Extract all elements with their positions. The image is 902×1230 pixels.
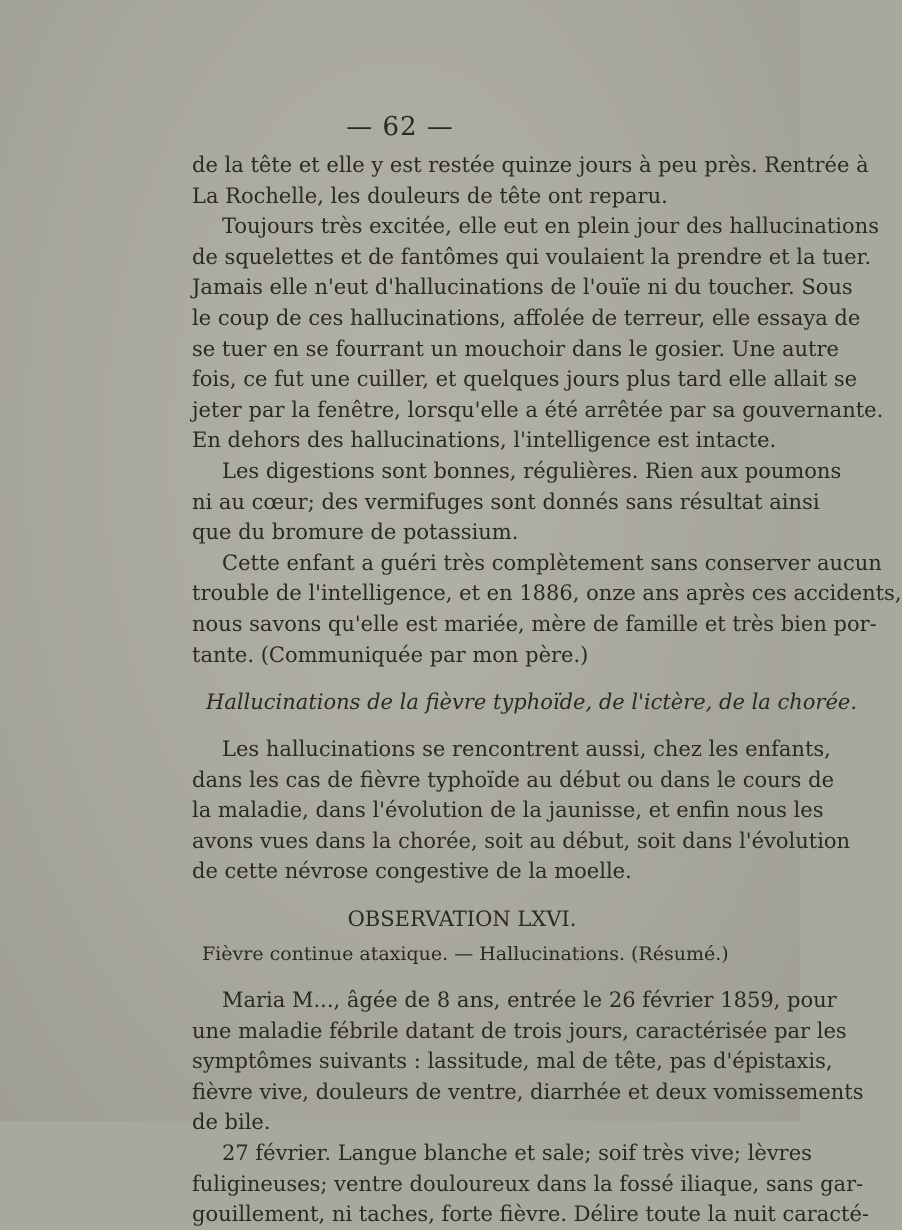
text-line: fuligineuses; ventre douloureux dans la fossé iliaque, sans gar- [192, 1171, 864, 1196]
text-line: tante. (Communiquée par mon père.) [192, 642, 589, 667]
spacer [192, 971, 712, 985]
text-line: une maladie fébrile datant de trois jours, caractérisée par les [192, 1018, 847, 1043]
text-line: 27 février. Langue blanche et sale; soif très vive; lèvres [222, 1141, 812, 1166]
text-line: avons vues dans la chorée, soit au début, soit dans l'évolution [192, 828, 851, 853]
text-line: jeter par la fenêtre, lorsqu'elle a été arrêtée par sa gouvernante. [192, 397, 884, 422]
text-line: se tuer en se fourrant un mouchoir dans le gosier. Une autre [192, 336, 839, 361]
text-line: Les hallucinations se rencontrent aussi, chez les enfants, [222, 737, 831, 762]
text-line: de cette névrose congestive de la moelle. [192, 859, 632, 884]
text-line: de squelettes et de fantômes qui voulaient la prendre et la tuer. [192, 244, 871, 269]
text-line: gouillement, ni taches, forte fièvre. Délire toute la nuit caracté- [192, 1202, 870, 1227]
page-number: — 62 — [346, 112, 454, 142]
text-line: Maria M..., âgée de 8 ans, entrée le 26 février 1859, pour [222, 988, 837, 1013]
spacer [192, 720, 712, 734]
text-line: le coup de ces hallucinations, affolée de terreur, elle essaya de [192, 305, 861, 330]
observation-title: OBSERVATION LXVI. [347, 907, 577, 932]
text-line: fièvre vive, douleurs de ventre, diarrhée et deux vomissements [192, 1079, 864, 1104]
spacer [192, 670, 712, 684]
text-line: nous savons qu'elle est mariée, mère de famille et très bien por- [192, 611, 877, 636]
text-line: symptômes suivants : lassitude, mal de tête, pas d'épistaxis, [192, 1049, 833, 1074]
text-line: de la tête et elle y est restée quinze jours à peu près. Rentrée à [192, 153, 869, 177]
text-line: de bile. [192, 1110, 271, 1135]
text-line: Les digestions sont bonnes, régulières. Rien aux poumons [222, 458, 842, 483]
text-line: dans les cas de fièvre typhoïde au début ou dans le cours de [192, 767, 834, 792]
text-line: que du bromure de potassium. [192, 520, 519, 545]
text-line: la maladie, dans l'évolution de la jaunisse, et enfin nous les [192, 798, 824, 823]
page-body [192, 150, 902, 1230]
text-line: ni au cœur; des vermifuges sont donnés sans résultat ainsi [192, 489, 820, 514]
text-line: Jamais elle n'eut d'hallucinations de l'ouïe ni du toucher. Sous [192, 275, 853, 300]
text-line: Toujours très excitée, elle eut en plein jour des hallucinations [222, 214, 879, 239]
text-line: La Rochelle, les douleurs de tête ont reparu. [192, 183, 668, 208]
text-line: Cette enfant a guéri très complètement sans conserver aucun [222, 550, 882, 575]
spacer [192, 887, 712, 901]
text-line: En dehors des hallucinations, l'intelligence est intacte. [192, 428, 777, 453]
section-title: Hallucinations de la fièvre typhoïde, de l'ictère, de la chorée. [206, 690, 857, 715]
text-line: trouble de l'intelligence, et en 1886, onze ans après ces accidents, [192, 581, 902, 606]
observation-subtitle: Fièvre continue ataxique. — Hallucinations. (Résumé.) [202, 943, 729, 966]
text-line: fois, ce fut une cuiller, et quelques jours plus tard elle allait se [192, 367, 858, 392]
